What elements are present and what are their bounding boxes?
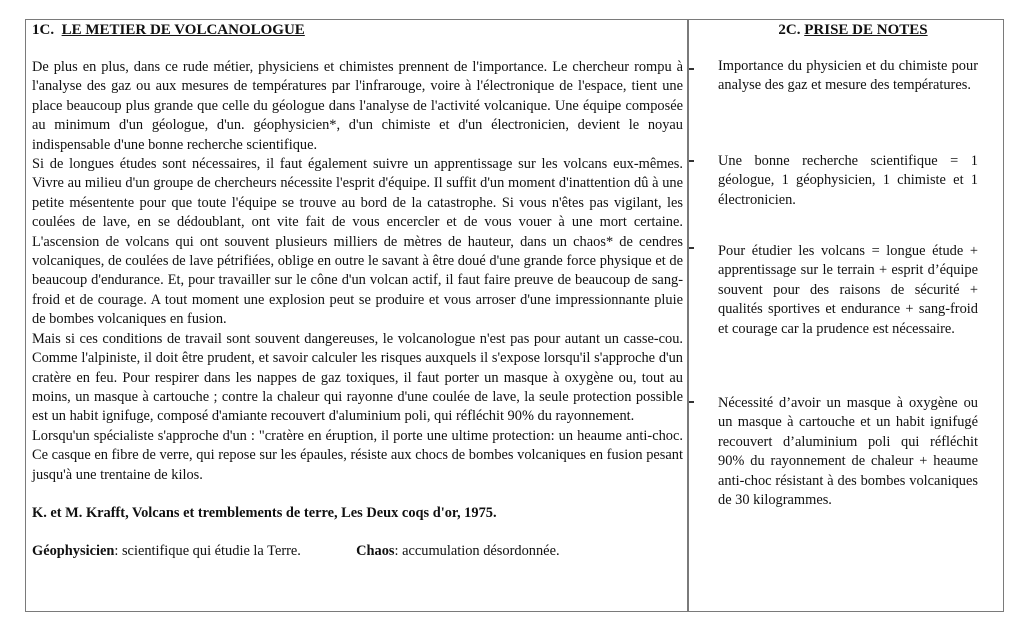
text-title-number: 1C.	[32, 22, 55, 38]
glossary	[32, 542, 683, 561]
notes-title-number: 2C.	[778, 22, 801, 38]
note-marker	[689, 160, 694, 162]
glossary-term: Chaos	[356, 543, 395, 560]
paragraph: Lorsqu'un spécialiste s'approche d'un : "cratère en éruption, il porte une ultime protection: un heaume anti-choc. Ce casque en fibre de verre, qui repose sur les épaules, résiste aux chocs de bombes volcaniques en fusion pesant jusqu'à une trentaine de kilos.	[32, 427, 683, 483]
note-item: Une bonne recherche scientifique = 1 géologue, 1 géophysicien, 1 chimiste et 1 électronicien.	[718, 153, 978, 208]
exercise-table	[25, 19, 1004, 612]
text-title	[32, 20, 683, 40]
glossary-definition: : accumulation désordonnée.	[394, 543, 560, 560]
notes-title	[718, 20, 988, 40]
note-marker	[689, 247, 694, 249]
note-item: Nécessité d’avoir un masque à oxygène ou un masque à cartouche et un habit ignifugé recouvert d’aluminium poli qui réfléchit 90% du rayonnement de chaleur + heaume anti-choc résistant à des bombes volcaniques de 30 kilogrammes.	[718, 395, 978, 509]
paragraph: Si de longues études sont nécessaires, il faut également suivre un apprentissage sur les volcans eux-mêmes. Vivre au milieu d'un groupe de chercheurs nécessite l'esprit d'équipe. Il suffit d'un moment d'inattention dû à une petite mésentente pour que toute l'équipe se trouve au bord de la catastrophe. Si vous n'êtes pas vigilant, les coulées de lave, en se dédoublant, ont vite fait de vous encercler et de vous vouer à une mort certaine. L'ascension de volcans qui ont souvent plusieurs milliers de mètres de hauteur, dans un chaos* de cendres volcaniques, de coulées de lave pétrifiées, oblige en outre le savant à être doué d'une grande force physique et de beaucoup d'endurance. Et, pour travailler sur le cône d'un volcan actif, il faut faire preuve de beaucoup de sang-froid et de courage. A tout moment une explosion peut se produire et vous arroser d'une impressionnante pluie de bombes volcaniques en fusion.	[32, 156, 683, 328]
note-item: Importance du physicien et du chimiste pour analyse des gaz et mesure des températures.	[718, 58, 978, 94]
note-marker	[689, 68, 694, 70]
source-citation: K. et M. Krafft, Volcans et tremblements de terre, Les Deux coqs d'or, 1975.	[32, 504, 497, 521]
glossary-definition: : scientifique qui étudie la Terre.	[114, 543, 301, 560]
column-divider	[687, 20, 689, 611]
note-marker	[689, 401, 694, 403]
glossary-term: Géophysicien	[32, 543, 115, 560]
text-column	[32, 20, 683, 562]
notes-title-label: PRISE DE NOTES	[804, 22, 928, 38]
paragraph: Mais si ces conditions de travail sont souvent dangereuses, le volcanologue n'est pas pour autant un casse-cou. Comme l'alpiniste, il doit être prudent, et savoir calculer les risques auxquels il s'expose lorsqu'il s'approche d'un cratère en feu. Pour respirer dans les nappes de gaz toxiques, il faut porter un masque à oxygène ou, tout au moins, un masque à cartouche ; contre la chaleur qui rayonne d'une coulée de lave, la seule protection possible est un habit ignifuge, composé d'amiante recouvert d'aluminium poli, qui réfléchit 90% du rayonnement.	[32, 330, 683, 425]
notes-column	[718, 20, 988, 509]
paragraph: De plus en plus, dans ce rude métier, physiciens et chimistes prennent de l'importance. Le chercheur rompu à l'analyse des gaz ou aux mesures de températures par l'infrarouge, voire à l'électronique de l'espace, tient une place beaucoup plus grande que celle du géologue dans l'analyse de l'activité volcanique. Une équipe composée au minimum d'un géologue, d'un. géophysicien*, d'un chimiste et d'un électronicien, devient le noyau indispensable d'une bonne recherche scientifique.	[32, 59, 683, 153]
text-title-label: LE METIER DE VOLCANOLOGUE	[61, 22, 305, 38]
note-item: Pour étudier les volcans = longue étude + apprentissage sur le terrain + esprit d’équipe souvent pour des raisons de sécurité + qualités sportives et endurance + sang-froid et courage car la prudence est nécessaire.	[718, 243, 978, 337]
